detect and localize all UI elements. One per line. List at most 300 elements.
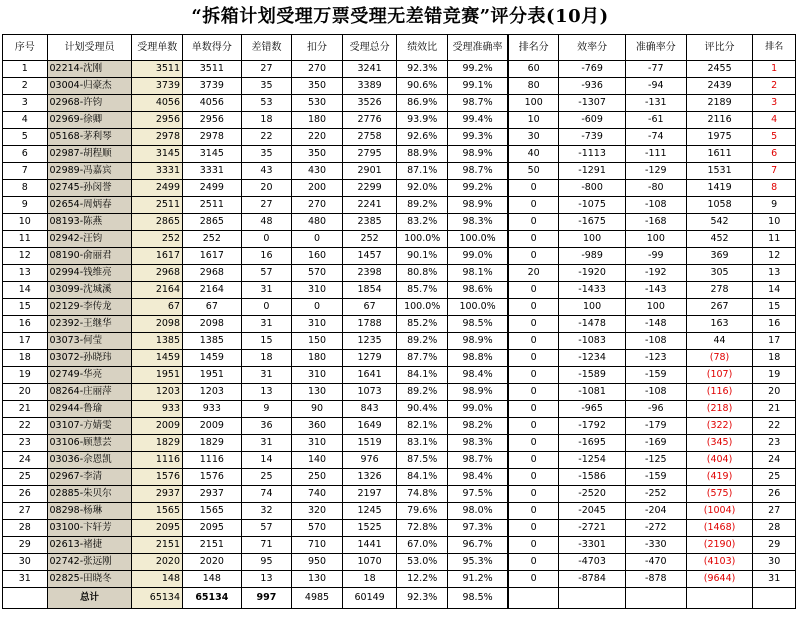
cell-rank: 9 <box>753 197 796 214</box>
cell-rank-score: 0 <box>508 350 559 367</box>
cell-units: 3739 <box>132 78 183 95</box>
cell-total-score: 2776 <box>342 112 397 129</box>
cell-rank-score: 0 <box>508 435 559 452</box>
cell-accuracy: 99.1% <box>447 78 508 95</box>
cell-rating: 2455 <box>686 61 753 78</box>
cell-rating: (322) <box>686 418 753 435</box>
cell-rating: 542 <box>686 214 753 231</box>
cell-handler: 02613-褚捷 <box>47 537 132 554</box>
total-accuracy: 98.5% <box>447 588 508 609</box>
cell-seq: 27 <box>3 503 48 520</box>
cell-errors: 31 <box>241 316 292 333</box>
total-total-score: 60149 <box>342 588 397 609</box>
cell-rating: 1419 <box>686 180 753 197</box>
cell-deduction: 310 <box>292 282 343 299</box>
cell-efficiency: -4703 <box>559 554 626 571</box>
cell-accuracy: 96.7% <box>447 537 508 554</box>
cell-deduction: 160 <box>292 248 343 265</box>
col-rank-score-header: 排名分 <box>508 35 559 61</box>
table-row <box>3 367 796 384</box>
cell-efficiency: -1254 <box>559 452 626 469</box>
total-unit-score: 65134 <box>183 588 242 609</box>
cell-rank: 5 <box>753 129 796 146</box>
cell-seq: 12 <box>3 248 48 265</box>
cell-rating: 2189 <box>686 95 753 112</box>
cell-handler: 02968-许钧 <box>47 95 132 112</box>
cell-performance: 84.1% <box>397 469 448 486</box>
cell-unit-score: 2865 <box>183 214 242 231</box>
cell-accuracy-score: 100 <box>625 231 686 248</box>
table-row <box>3 554 796 571</box>
cell-errors: 14 <box>241 452 292 469</box>
cell-rank: 20 <box>753 384 796 401</box>
cell-deduction: 0 <box>292 231 343 248</box>
cell-deduction: 350 <box>292 78 343 95</box>
cell-rank-score: 50 <box>508 163 559 180</box>
cell-efficiency: -3301 <box>559 537 626 554</box>
cell-errors: 36 <box>241 418 292 435</box>
cell-errors: 13 <box>241 384 292 401</box>
cell-efficiency: 100 <box>559 231 626 248</box>
cell-accuracy-score: -131 <box>625 95 686 112</box>
cell-rank: 12 <box>753 248 796 265</box>
cell-rating: 305 <box>686 265 753 282</box>
cell-rank: 4 <box>753 112 796 129</box>
cell-rating: 1058 <box>686 197 753 214</box>
cell-units: 2937 <box>132 486 183 503</box>
cell-deduction: 310 <box>292 316 343 333</box>
cell-total-score: 2758 <box>342 129 397 146</box>
cell-total-score: 2385 <box>342 214 397 231</box>
cell-efficiency: -1433 <box>559 282 626 299</box>
cell-accuracy: 99.2% <box>447 61 508 78</box>
cell-errors: 27 <box>241 197 292 214</box>
cell-accuracy-score: 100 <box>625 299 686 316</box>
table-row <box>3 129 796 146</box>
cell-performance: 74.8% <box>397 486 448 503</box>
cell-deduction: 150 <box>292 333 343 350</box>
cell-accuracy: 97.3% <box>447 520 508 537</box>
table-row <box>3 537 796 554</box>
cell-rank-score: 0 <box>508 333 559 350</box>
col-accuracy-header: 受理准确率 <box>447 35 508 61</box>
cell-rank: 19 <box>753 367 796 384</box>
cell-deduction: 480 <box>292 214 343 231</box>
cell-handler: 08193-陈燕 <box>47 214 132 231</box>
cell-rank: 8 <box>753 180 796 197</box>
cell-efficiency: -609 <box>559 112 626 129</box>
cell-units: 252 <box>132 231 183 248</box>
cell-efficiency: -1075 <box>559 197 626 214</box>
cell-accuracy-score: -330 <box>625 537 686 554</box>
cell-seq: 25 <box>3 469 48 486</box>
table-row <box>3 469 796 486</box>
cell-handler: 02654-周炳春 <box>47 197 132 214</box>
cell-efficiency: -2045 <box>559 503 626 520</box>
cell-rank: 10 <box>753 214 796 231</box>
cell-unit-score: 1385 <box>183 333 242 350</box>
table-row <box>3 112 796 129</box>
cell-units: 2978 <box>132 129 183 146</box>
cell-rank: 2 <box>753 78 796 95</box>
cell-rank-score: 0 <box>508 537 559 554</box>
cell-errors: 18 <box>241 350 292 367</box>
cell-handler: 02969-徐卿 <box>47 112 132 129</box>
cell-handler: 02987-胡程顺 <box>47 146 132 163</box>
cell-performance: 87.7% <box>397 350 448 367</box>
cell-seq: 2 <box>3 78 48 95</box>
table-row <box>3 163 796 180</box>
cell-errors: 15 <box>241 333 292 350</box>
cell-accuracy-score: -252 <box>625 486 686 503</box>
cell-total-score: 1070 <box>342 554 397 571</box>
cell-rating: (218) <box>686 401 753 418</box>
cell-unit-score: 2095 <box>183 520 242 537</box>
table-row <box>3 384 796 401</box>
table-row <box>3 265 796 282</box>
cell-accuracy: 97.5% <box>447 486 508 503</box>
col-units-header: 受理单数 <box>132 35 183 61</box>
cell-seq: 3 <box>3 95 48 112</box>
cell-performance: 87.1% <box>397 163 448 180</box>
cell-accuracy: 99.4% <box>447 112 508 129</box>
cell-rank: 25 <box>753 469 796 486</box>
cell-deduction: 320 <box>292 503 343 520</box>
cell-units: 3145 <box>132 146 183 163</box>
cell-accuracy-score: -168 <box>625 214 686 231</box>
cell-rating: 2439 <box>686 78 753 95</box>
cell-units: 1951 <box>132 367 183 384</box>
cell-errors: 35 <box>241 78 292 95</box>
cell-rank-score: 0 <box>508 554 559 571</box>
cell-accuracy-score: -159 <box>625 367 686 384</box>
cell-errors: 31 <box>241 367 292 384</box>
cell-accuracy: 98.4% <box>447 367 508 384</box>
score-table <box>2 34 796 609</box>
cell-total-score: 18 <box>342 571 397 588</box>
cell-total-score: 3241 <box>342 61 397 78</box>
cell-unit-score: 1565 <box>183 503 242 520</box>
cell-errors: 16 <box>241 248 292 265</box>
cell-rank-score: 30 <box>508 129 559 146</box>
cell-performance: 90.6% <box>397 78 448 95</box>
cell-handler: 02825-田晓冬 <box>47 571 132 588</box>
cell-accuracy: 98.9% <box>447 146 508 163</box>
cell-total-score: 1235 <box>342 333 397 350</box>
cell-accuracy: 98.7% <box>447 95 508 112</box>
table-row <box>3 350 796 367</box>
cell-unit-score: 2098 <box>183 316 242 333</box>
cell-rank-score: 0 <box>508 401 559 418</box>
col-accuracy-score-header: 准确率分 <box>625 35 686 61</box>
cell-rank-score: 0 <box>508 282 559 299</box>
cell-performance: 89.2% <box>397 333 448 350</box>
cell-rank: 22 <box>753 418 796 435</box>
cell-total-score: 252 <box>342 231 397 248</box>
cell-handler: 02129-李传龙 <box>47 299 132 316</box>
table-row <box>3 435 796 452</box>
cell-seq: 18 <box>3 350 48 367</box>
cell-units: 2009 <box>132 418 183 435</box>
cell-rank: 31 <box>753 571 796 588</box>
cell-total-score: 1073 <box>342 384 397 401</box>
cell-accuracy-score: -192 <box>625 265 686 282</box>
cell-rating: (1468) <box>686 520 753 537</box>
table-row <box>3 146 796 163</box>
cell-performance: 89.2% <box>397 384 448 401</box>
cell-performance: 85.7% <box>397 282 448 299</box>
cell-rank: 26 <box>753 486 796 503</box>
cell-rank-score: 10 <box>508 112 559 129</box>
cell-seq: 22 <box>3 418 48 435</box>
cell-unit-score: 2151 <box>183 537 242 554</box>
cell-errors: 27 <box>241 61 292 78</box>
cell-unit-score: 148 <box>183 571 242 588</box>
cell-units: 1829 <box>132 435 183 452</box>
cell-efficiency: -8784 <box>559 571 626 588</box>
cell-units: 2151 <box>132 537 183 554</box>
cell-total-score: 1854 <box>342 282 397 299</box>
cell-deduction: 140 <box>292 452 343 469</box>
cell-rating: 1611 <box>686 146 753 163</box>
cell-deduction: 310 <box>292 435 343 452</box>
cell-performance: 83.2% <box>397 214 448 231</box>
cell-units: 3331 <box>132 163 183 180</box>
cell-errors: 31 <box>241 435 292 452</box>
cell-unit-score: 67 <box>183 299 242 316</box>
cell-performance: 90.1% <box>397 248 448 265</box>
cell-accuracy: 98.9% <box>447 384 508 401</box>
cell-accuracy: 99.0% <box>447 401 508 418</box>
col-efficiency-header: 效率分 <box>559 35 626 61</box>
cell-accuracy-score: -96 <box>625 401 686 418</box>
cell-handler: 03099-沈城溪 <box>47 282 132 299</box>
cell-handler: 02942-汪钧 <box>47 231 132 248</box>
cell-total-score: 1457 <box>342 248 397 265</box>
cell-total-score: 2795 <box>342 146 397 163</box>
cell-rank-score: 0 <box>508 214 559 231</box>
cell-unit-score: 2511 <box>183 197 242 214</box>
cell-seq: 11 <box>3 231 48 248</box>
cell-handler: 02967-李清 <box>47 469 132 486</box>
cell-rank: 24 <box>753 452 796 469</box>
cell-rank-score: 0 <box>508 248 559 265</box>
cell-accuracy-score: -878 <box>625 571 686 588</box>
cell-accuracy: 100.0% <box>447 231 508 248</box>
cell-rating: 44 <box>686 333 753 350</box>
cell-efficiency: -1695 <box>559 435 626 452</box>
cell-unit-score: 1829 <box>183 435 242 452</box>
cell-accuracy: 99.2% <box>447 180 508 197</box>
cell-unit-score: 2937 <box>183 486 242 503</box>
cell-rank-score: 0 <box>508 503 559 520</box>
cell-seq: 24 <box>3 452 48 469</box>
cell-efficiency: -1675 <box>559 214 626 231</box>
cell-handler: 02989-冯嘉宾 <box>47 163 132 180</box>
cell-unit-score: 1576 <box>183 469 242 486</box>
col-performance-header: 绩效比 <box>397 35 448 61</box>
cell-accuracy-score: -108 <box>625 384 686 401</box>
cell-total-score: 67 <box>342 299 397 316</box>
cell-accuracy: 98.1% <box>447 265 508 282</box>
cell-units: 1617 <box>132 248 183 265</box>
cell-performance: 80.8% <box>397 265 448 282</box>
cell-deduction: 270 <box>292 197 343 214</box>
cell-rank: 15 <box>753 299 796 316</box>
cell-handler: 03073-何莹 <box>47 333 132 350</box>
cell-deduction: 180 <box>292 112 343 129</box>
cell-performance: 79.6% <box>397 503 448 520</box>
total-units: 65134 <box>132 588 183 609</box>
table-row <box>3 299 796 316</box>
table-row <box>3 503 796 520</box>
cell-deduction: 180 <box>292 350 343 367</box>
cell-rating: (345) <box>686 435 753 452</box>
cell-units: 2865 <box>132 214 183 231</box>
cell-performance: 100.0% <box>397 231 448 248</box>
cell-rank-score: 20 <box>508 265 559 282</box>
cell-accuracy: 100.0% <box>447 299 508 316</box>
cell-accuracy-score: -169 <box>625 435 686 452</box>
cell-rank-score: 0 <box>508 384 559 401</box>
cell-rating: (575) <box>686 486 753 503</box>
cell-accuracy: 98.9% <box>447 333 508 350</box>
cell-rating: (419) <box>686 469 753 486</box>
cell-rating: 1975 <box>686 129 753 146</box>
cell-accuracy-score: -272 <box>625 520 686 537</box>
cell-efficiency: -1234 <box>559 350 626 367</box>
cell-accuracy: 98.8% <box>447 350 508 367</box>
cell-total-score: 1245 <box>342 503 397 520</box>
cell-unit-score: 2164 <box>183 282 242 299</box>
cell-deduction: 360 <box>292 418 343 435</box>
cell-rank: 7 <box>753 163 796 180</box>
cell-rating: 452 <box>686 231 753 248</box>
cell-accuracy: 95.3% <box>447 554 508 571</box>
cell-accuracy-score: -74 <box>625 129 686 146</box>
cell-efficiency: -1307 <box>559 95 626 112</box>
cell-errors: 71 <box>241 537 292 554</box>
cell-seq: 5 <box>3 129 48 146</box>
table-row <box>3 61 796 78</box>
cell-seq: 31 <box>3 571 48 588</box>
col-deduction-header: 扣分 <box>292 35 343 61</box>
cell-rank-score: 0 <box>508 180 559 197</box>
cell-accuracy: 99.0% <box>447 248 508 265</box>
cell-total-score: 2398 <box>342 265 397 282</box>
cell-efficiency: -965 <box>559 401 626 418</box>
cell-units: 2511 <box>132 197 183 214</box>
cell-units: 67 <box>132 299 183 316</box>
cell-unit-score: 1617 <box>183 248 242 265</box>
cell-errors: 25 <box>241 469 292 486</box>
cell-handler: 03036-佘恩凯 <box>47 452 132 469</box>
cell-deduction: 710 <box>292 537 343 554</box>
cell-handler: 08298-杨琳 <box>47 503 132 520</box>
cell-performance: 90.4% <box>397 401 448 418</box>
cell-handler: 03107-方婧雯 <box>47 418 132 435</box>
cell-errors: 13 <box>241 571 292 588</box>
total-deduction: 4985 <box>292 588 343 609</box>
cell-rank-score: 0 <box>508 452 559 469</box>
cell-units: 1116 <box>132 452 183 469</box>
cell-accuracy: 98.5% <box>447 316 508 333</box>
cell-rank-score: 0 <box>508 571 559 588</box>
cell-unit-score: 1116 <box>183 452 242 469</box>
sheet-title: “拆箱计划受理万票受理无差错竞赛”评分表(10月) <box>191 6 609 27</box>
cell-seq: 6 <box>3 146 48 163</box>
cell-accuracy: 91.2% <box>447 571 508 588</box>
cell-deduction: 430 <box>292 163 343 180</box>
cell-efficiency: -1589 <box>559 367 626 384</box>
cell-accuracy-score: -148 <box>625 316 686 333</box>
cell-errors: 74 <box>241 486 292 503</box>
cell-units: 1576 <box>132 469 183 486</box>
cell-deduction: 130 <box>292 571 343 588</box>
cell-handler: 05168-茅利琴 <box>47 129 132 146</box>
cell-total-score: 1641 <box>342 367 397 384</box>
cell-rank: 30 <box>753 554 796 571</box>
cell-rank-score: 0 <box>508 520 559 537</box>
cell-efficiency: -1083 <box>559 333 626 350</box>
cell-unit-score: 3145 <box>183 146 242 163</box>
cell-rating: (9644) <box>686 571 753 588</box>
cell-total-score: 1649 <box>342 418 397 435</box>
cell-total-score: 1441 <box>342 537 397 554</box>
cell-total-score: 1279 <box>342 350 397 367</box>
cell-handler: 02885-朱贝尔 <box>47 486 132 503</box>
cell-unit-score: 2968 <box>183 265 242 282</box>
cell-total-score: 2197 <box>342 486 397 503</box>
cell-accuracy: 98.7% <box>447 452 508 469</box>
cell-seq: 1 <box>3 61 48 78</box>
cell-total-score: 2241 <box>342 197 397 214</box>
cell-accuracy: 98.3% <box>447 435 508 452</box>
cell-errors: 95 <box>241 554 292 571</box>
cell-accuracy-score: -77 <box>625 61 686 78</box>
cell-errors: 0 <box>241 299 292 316</box>
cell-units: 2164 <box>132 282 183 299</box>
cell-unit-score: 3739 <box>183 78 242 95</box>
cell-errors: 32 <box>241 503 292 520</box>
cell-handler: 03004-归豪杰 <box>47 78 132 95</box>
cell-efficiency: -936 <box>559 78 626 95</box>
cell-seq: 9 <box>3 197 48 214</box>
table-row <box>3 282 796 299</box>
cell-handler: 02214-沈刚 <box>47 61 132 78</box>
cell-total-score: 3389 <box>342 78 397 95</box>
cell-rank: 14 <box>753 282 796 299</box>
table-row <box>3 248 796 265</box>
cell-deduction: 270 <box>292 61 343 78</box>
cell-rank-score: 100 <box>508 95 559 112</box>
cell-seq: 4 <box>3 112 48 129</box>
cell-unit-score: 933 <box>183 401 242 418</box>
cell-performance: 82.1% <box>397 418 448 435</box>
cell-deduction: 200 <box>292 180 343 197</box>
cell-accuracy-score: -108 <box>625 197 686 214</box>
cell-units: 1565 <box>132 503 183 520</box>
cell-units: 1459 <box>132 350 183 367</box>
col-seq-header: 序号 <box>3 35 48 61</box>
cell-units: 1385 <box>132 333 183 350</box>
col-total-score-header: 受理总分 <box>342 35 397 61</box>
cell-errors: 57 <box>241 520 292 537</box>
cell-efficiency: -769 <box>559 61 626 78</box>
cell-seq: 13 <box>3 265 48 282</box>
cell-errors: 57 <box>241 265 292 282</box>
cell-rating: 369 <box>686 248 753 265</box>
